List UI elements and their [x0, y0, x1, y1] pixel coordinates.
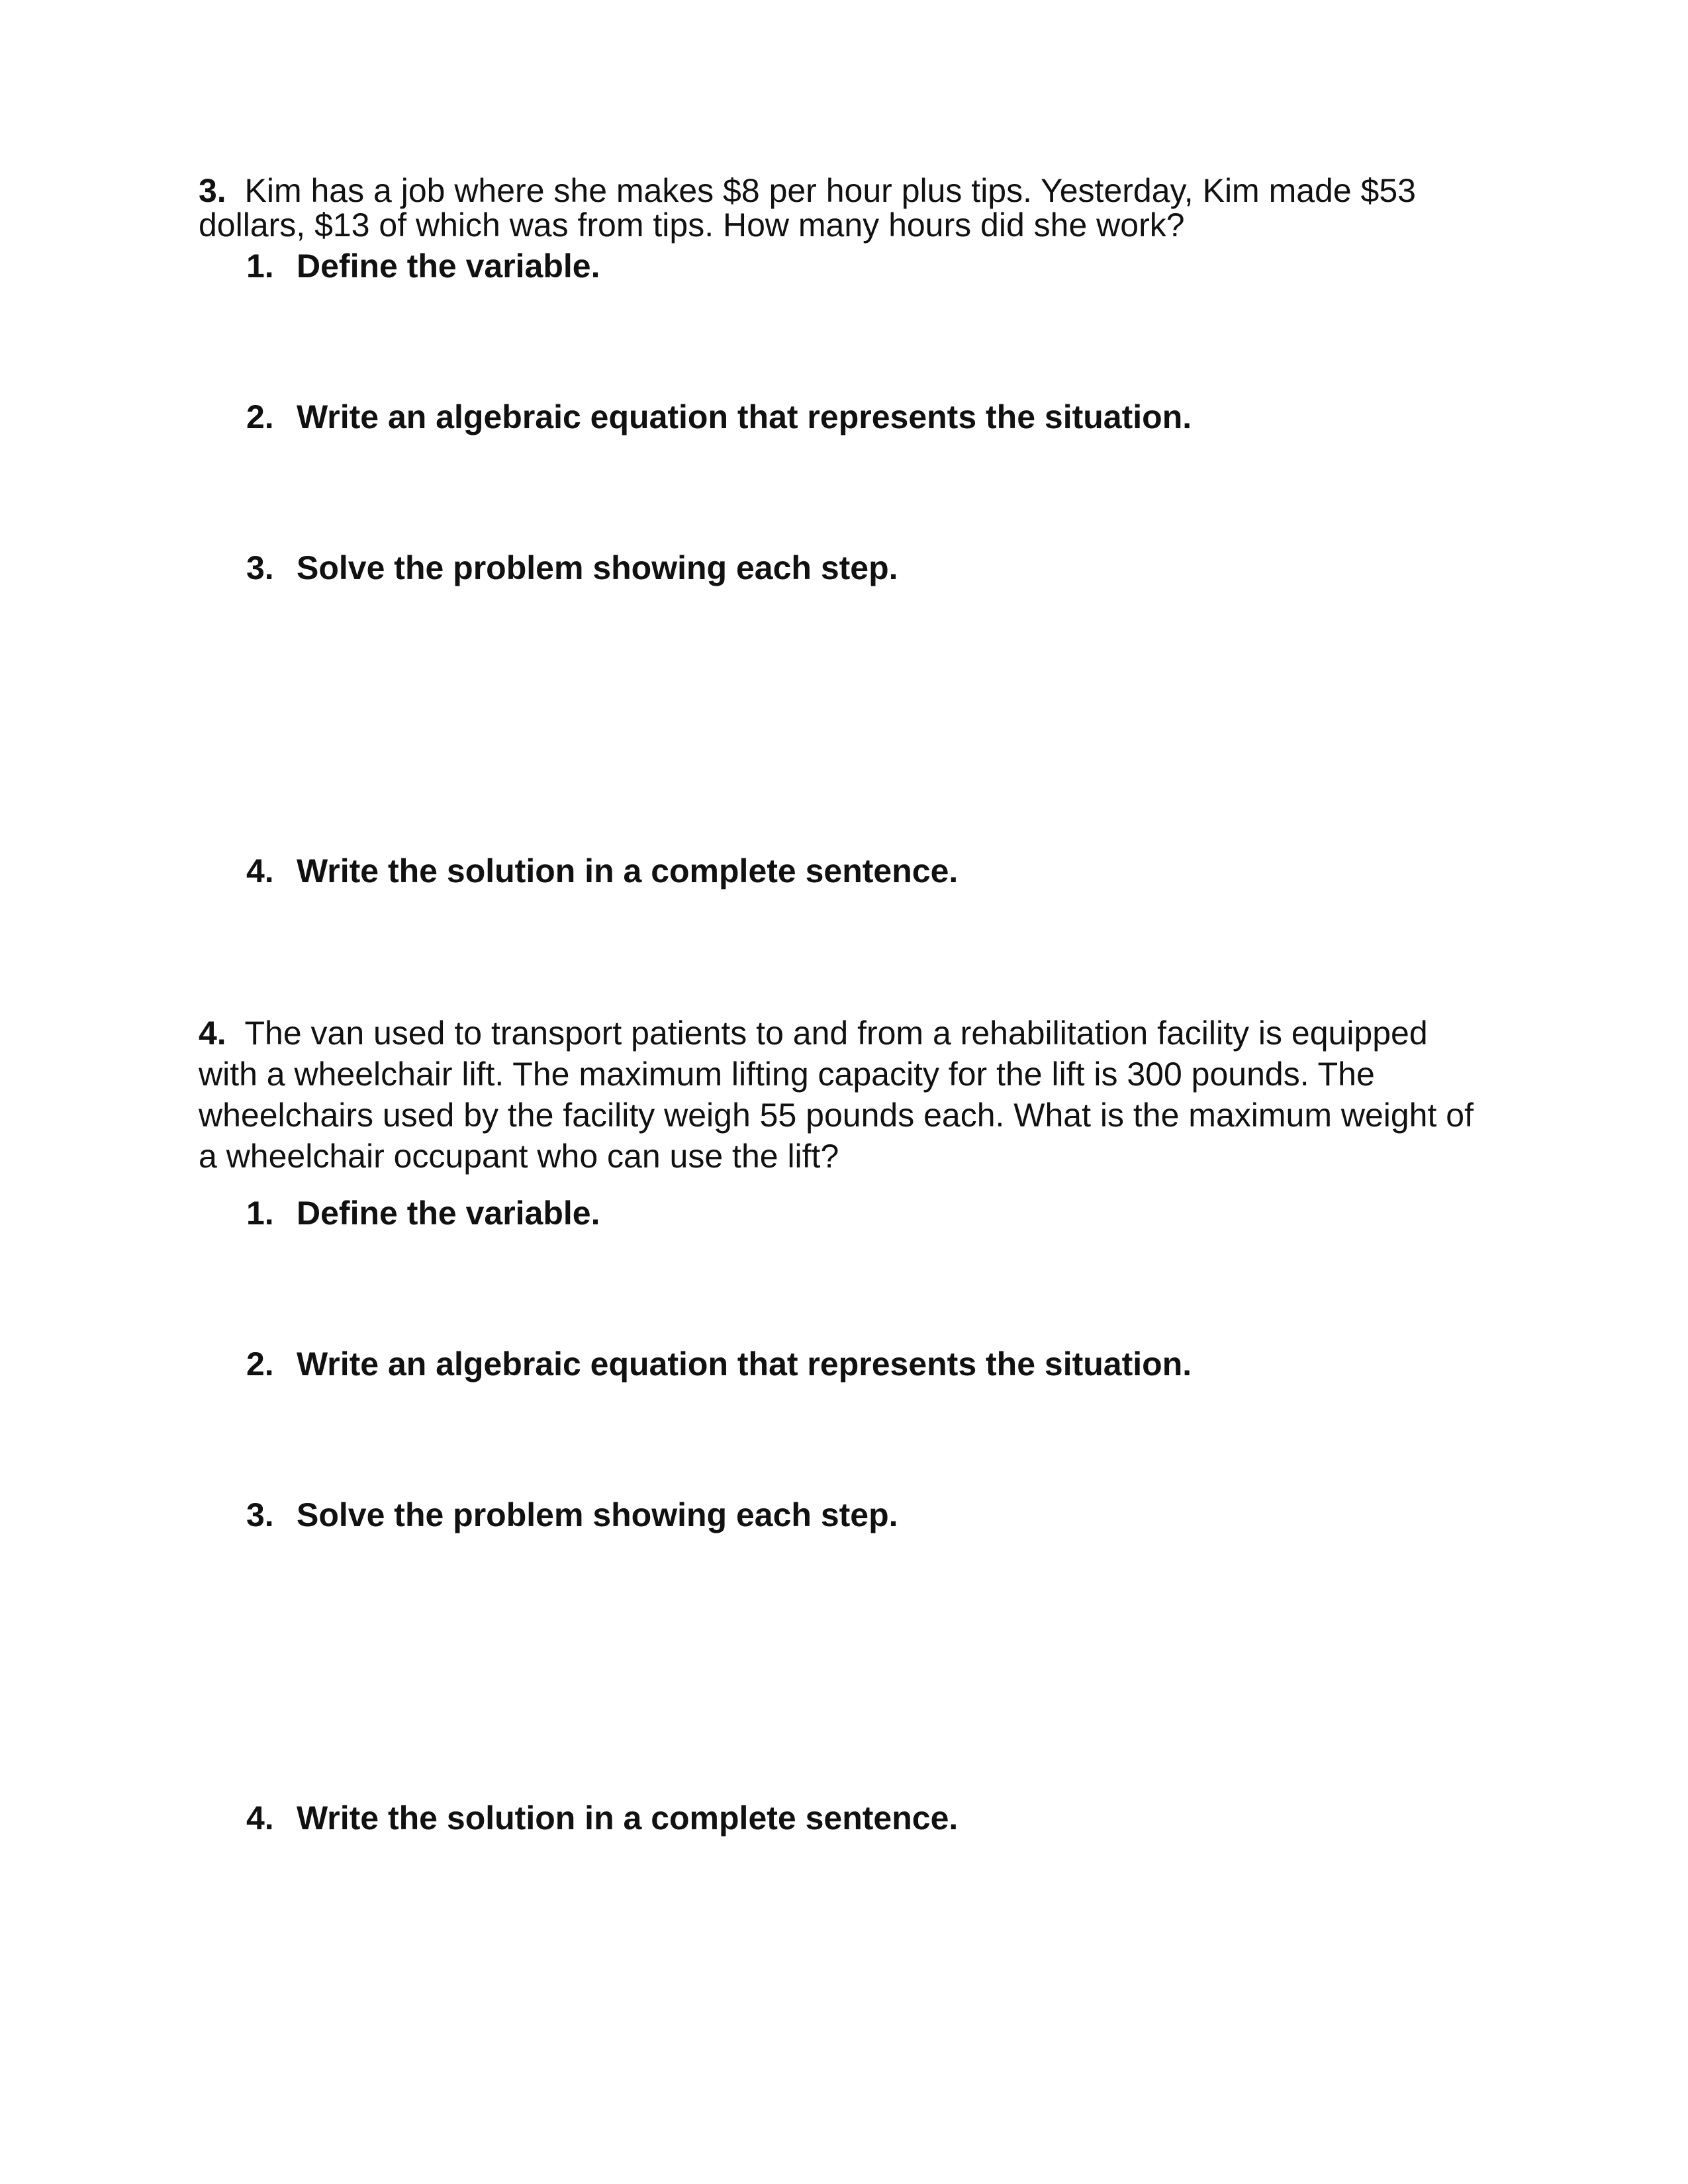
step-label: Solve the problem showing each step.: [297, 549, 898, 586]
problem-4-line-1-text: The van used to transport patients to and from a rehabilitation facility is equipped: [244, 1015, 1428, 1052]
step-label: Write the solution in a complete sentence.: [297, 1799, 959, 1837]
problem-3-line-1-text: Kim has a job where she makes $8 per hour plus tips. Yesterday, Kim made $53: [244, 172, 1416, 209]
step-number: 1.: [246, 248, 274, 285]
problem-4-line-3: wheelchairs used by the facility weigh 55 pounds each. What is the maximum weight of: [199, 1097, 1474, 1134]
step-number: 2.: [246, 1345, 274, 1383]
problem-4-number: 4.: [199, 1015, 226, 1052]
problem-3-step-1: [246, 246, 600, 286]
problem-4-step-4: [246, 1798, 958, 1838]
step-number: 3.: [246, 1496, 274, 1533]
step-label: Solve the problem showing each step.: [297, 1496, 898, 1533]
step-number: 2.: [246, 398, 274, 435]
problem-3-step-3: [246, 548, 898, 588]
problem-3-step-4: [246, 851, 958, 891]
problem-4-step-2: [246, 1344, 1192, 1384]
step-label: Write an algebraic equation that represents the situation.: [297, 398, 1192, 435]
step-number: 4.: [246, 1799, 274, 1837]
problem-3-step-2: [246, 397, 1192, 437]
problem-3-line-2: dollars, $13 of which was from tips. How many hours did she work?: [199, 206, 1185, 244]
problem-4-text: [199, 1013, 1523, 1177]
step-label: Write an algebraic equation that represents the situation.: [297, 1345, 1192, 1383]
step-label: Define the variable.: [297, 1195, 600, 1232]
problem-4-line-4: a wheelchair occupant who can use the lift?: [199, 1138, 839, 1175]
problem-3-number: 3.: [199, 172, 226, 209]
step-number: 1.: [246, 1195, 274, 1232]
step-number: 4.: [246, 852, 274, 889]
step-label: Write the solution in a complete sentence.: [297, 852, 959, 889]
step-label: Define the variable.: [297, 248, 600, 285]
problem-4-step-1: [246, 1193, 600, 1233]
problem-4-line-1: [199, 1013, 1523, 1054]
problem-3-text: [199, 173, 1523, 242]
problem-4-line-2: with a wheelchair lift. The maximum lifting capacity for the lift is 300 pounds. The: [199, 1056, 1375, 1093]
problem-4-step-3: [246, 1495, 898, 1535]
step-number: 3.: [246, 549, 274, 586]
problem-3-line-1: [199, 173, 1523, 208]
